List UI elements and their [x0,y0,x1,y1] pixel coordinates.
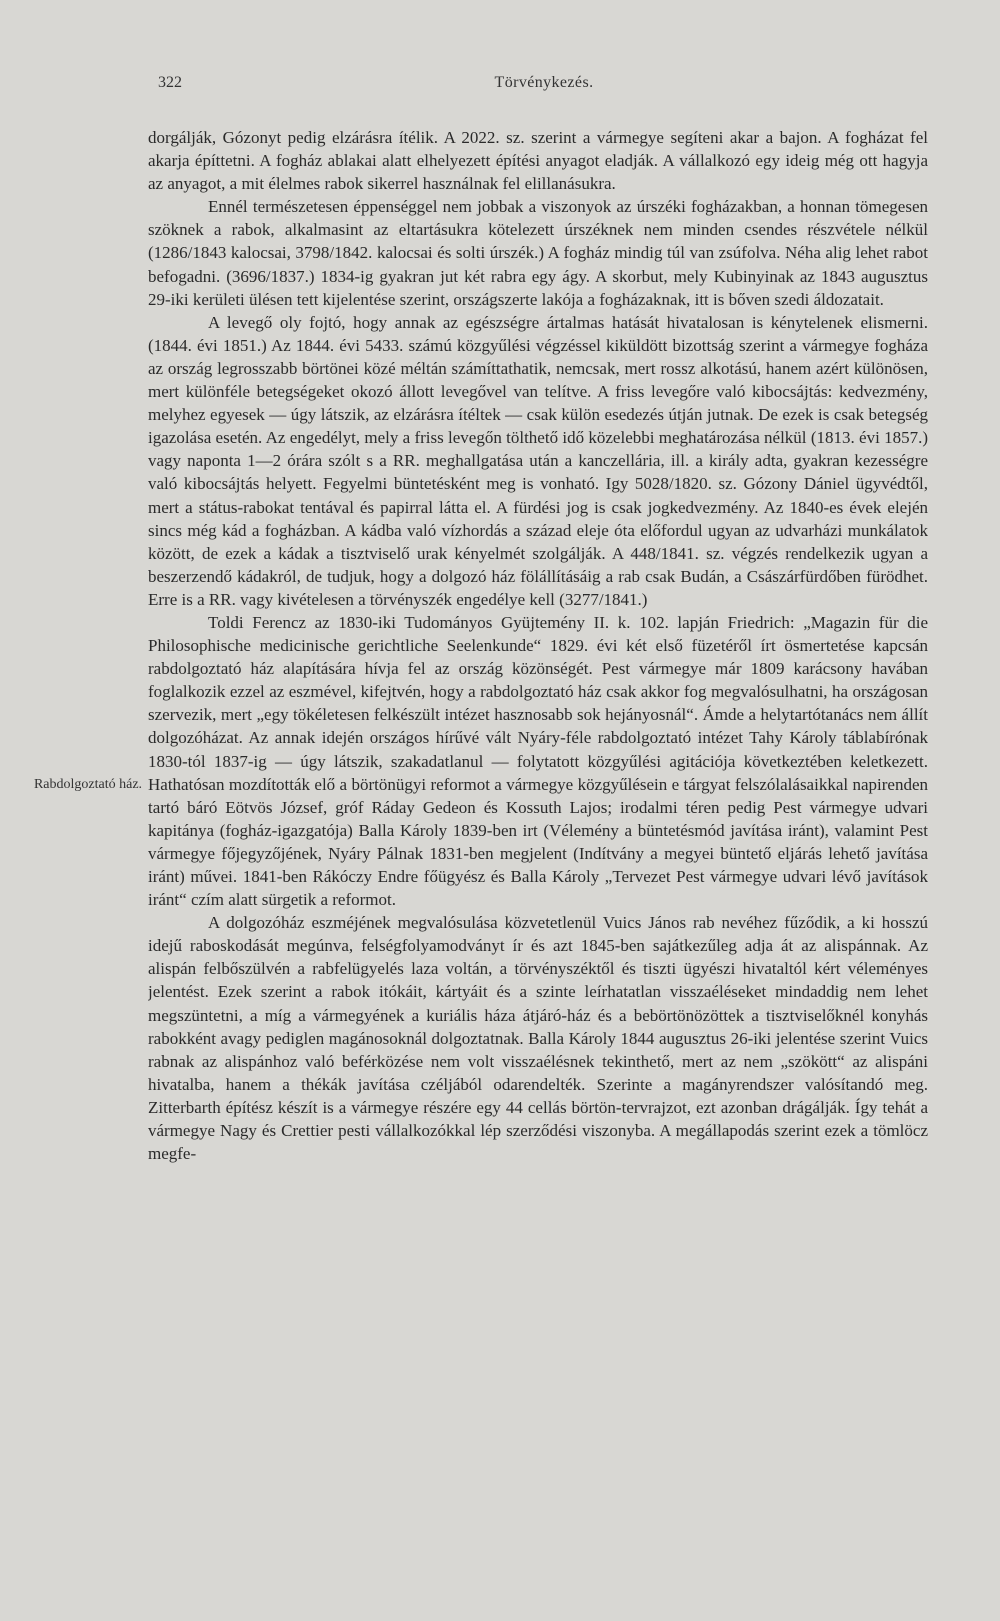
page-number: 322 [158,74,182,91]
page-header [158,74,930,98]
margin-note: Rabdolgoztató ház. [33,777,143,792]
paragraph-2: Ennél természetesen éppenséggel nem jobbak a viszonyok az úrszéki fogházakban, a honnan tömegesen szöknek a rabok, alkalmasint az eltartásukra kötelezett úrszéknek nem minden csendes részvétele nélkül (1286/1843 kalocsai, 3798/1842. kalocsai és solti úrszék.) A fogház mindig túl van zsúfolva. Néha alig lehet rabot befogadni. (3696/1837.) 1834-ig gyakran jut két rabra egy ágy. A skorbut, mely Kubinyinak az 1843 augusztus 29-iki kerületi ülésen tett kijelentése szerint, országszerte lakója a fogházaknak, itt is bőven szedi áldozatait. [148,197,928,309]
paragraph-1: dorgálják, Gózonyt pedig elzárásra ítélik. A 2022. sz. szerint a vármegye segíteni akar a bajon. A fogházat fel akarja építtetni. A fogház ablakai alatt elhelyezett építési anyagot eladják. A vállalkozó egy ideig még ott hagyja az anyagot, a mit élelmes rabok sikerrel használnak fel elillanásukra. [148,128,928,194]
paragraph-5: A dolgozóház eszméjének megvalósulása közvetetlenül Vuics János rab nevéhez fűződik, a ki hosszú idejű raboskodását megúnva, felségfolyamodványt ír és azt 1845-ben sajátkezűleg adja át az alispánnak. Az alispán felbőszülvén a rabfelügyelés laza voltán, a törvényszéktől és tiszti ügyészi hivataltól kért véleményes jelentést. Ezek szerint a rabok itókáit, kártyáit és a szinte leírhatatlan visszaéléseket mindaddig nem lehet megszüntetni, a míg a vármegyének a kuriális háza átjáró-ház és a bebörtönözöttek a tisztviselőknél konyhás rabokként avagy pediglen magánosoknál dolgoztatnak. Balla Károly 1844 augusztus 26-iki jelentése szerint Vuics rabnak az alispánhoz való beférközése nem volt visszaélésnek tekinthető, mert az nem „szökött“ az alispáni hivatalba, hanem a thékák javítása czéljából odarendelték. Szerinte a magányrendszer valósítandó meg. Zitterbarth építész készít is a vármegye részére egy 44 cellás börtön-tervrajzot, ezt azonban drágálják. Így tehát a vármegye Nagy és Crettier pesti vállalkozókkal lép szerződési viszonyba. A megállapodás szerint ezek a tömlöcz megfe- [148,913,928,1164]
running-title: Törvénykezés. [494,74,594,91]
paragraph-4: Toldi Ferencz az 1830-iki Tudományos Gyüjtemény II. k. 102. lapján Friedrich: „Magazin für die Philosophische medicinische gerichtliche Seelenkunde“ 1829. évi két első füzetéről írt ösmertetése kapcsán rabdolgoztató ház alapítására hívja fel az ország közönségét. Pest vármegye már 1809 karácsony havában foglalkozik ezzel az eszmével, kifejtvén, hogy a rabdolgoztató ház csak akkor fog megvalósulhatni, ha országosan szervezik, mert „egy tökéletesen felkészült intézet hasznosabb sok hejányosnál“. Ámde a helytartótanács nem állít dolgozóházat. Az annak idején országos hírűvé vált Nyáry-féle rabdolgoztató intézet Tahy Károly táblabírónak 1830-tól 1837-ig — úgy látszik, szakadatlanul — folytatott közgyűlési agitációja következtében keletkezett. Hathatósan mozdították elő a börtönügyi reformot a vármegye közgyűlésein e tárgyat felszólalásaikkal napirenden tartó báró Eötvös József, gróf Ráday Gedeon és Kossuth Lajos; irodalmi téren pedig Pest vármegye udvari kapitánya (fogház-igazgatója) Balla Károly 1839-ben irt (Vélemény a büntetésmód javítása iránt), valamint Pest vármegye főjegyzőjének, Nyáry Pálnak 1831-ben megjelent (Indítvány a megyei büntető eljárás lehető javítása iránt) művei. 1841-ben Rákóczy Endre főügyész és Balla Károly „Tervezet Pest vármegye udvari lévő javítások iránt“ czím alatt sürgetik a reformot. [148,612,928,910]
paragraph-3: A levegő oly fojtó, hogy annak az egészségre ártalmas hatását hivatalosan is kénytelenek elismerni. (1844. évi 1851.) Az 1844. évi 5433. számú közgyűlési végzéssel kiküldött bizottság szerint a vármegye fogháza az ország legrosszabb börtönei közé méltán számíttathatik, nemcsak, mert rossz alkotású, hanem azért különösen, mert különféle betegségeket okozó állott levegővel van telítve. A friss levegőre való kibocsájtás: kedvezmény, melyhez egyesek — úgy látszik, az elzárásra ítéltek — csak külön esedezés útján jutnak. De ezek is csak betegség igazolása esetén. Az engedélyt, mely a friss levegőn tölthető idő közelebbi meghatározása nélkül (1813. évi 1857.) vagy naponta 1—2 órára szólt s a RR. meghallgatása után a kanczellária, ill. a király adta, gyakran kezességre való kibocsájtás helyett. Fegyelmi büntetésként meg is vonható. Igy 5028/1820. sz. Gózony Dániel ügyvédtől, mert a státus-rabokat tentával és papirral látta el. A fürdési jog is csak jogkedvezmény. Az 1840-es évek elején sincs még kád a fogházban. A kádba való vízhordás a század eleje óta előfordul ugyan az udvarházi munkálatok között, de ezek a kádak a tisztviselő urak kényelmét szolgálják. A 448/1841. sz. végzés rendelkezik ugyan a beszerzendő kádakról, de tudjuk, hogy a dolgozó ház fölállításáig a rab csak Budán, a Császárfürdőben fürödhet. Erre is a RR. vagy kivételesen a törvényszék engedélye kell (3277/1841.) [148,312,928,609]
main-text [148,126,928,1586]
